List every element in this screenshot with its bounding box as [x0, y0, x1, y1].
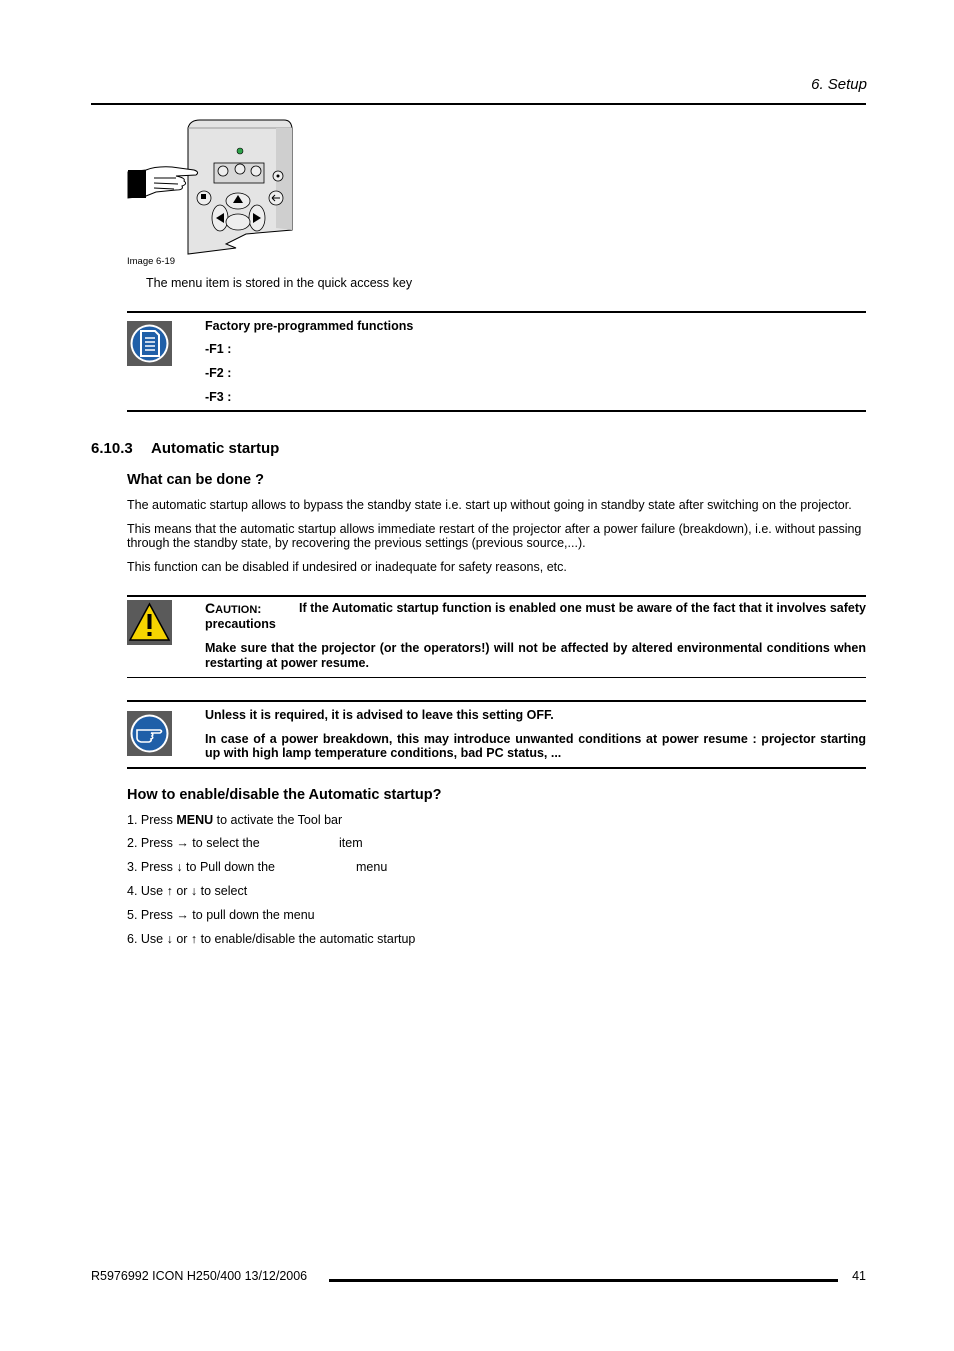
- tip-line-3: up with high lamp temperature conditions, bad PC status, ...: [205, 746, 562, 760]
- caution-line-1-text: If the Automatic startup function is enabled one must be aware of the fact that it involves safety: [299, 601, 866, 615]
- page-number: 41: [852, 1269, 866, 1283]
- figure-caption: Image 6-19: [127, 256, 176, 267]
- warning-icon: [127, 600, 172, 645]
- factory-title: Factory pre-programmed functions: [205, 319, 414, 333]
- section-number: 6.10.3: [91, 440, 133, 457]
- caution-line-1: [205, 601, 866, 618]
- step-3: 3. Press ↓ to Pull down the: [127, 860, 275, 874]
- step-6: 6. Use ↓ or ↑ to enable/disable the automatic startup: [127, 932, 416, 946]
- pointing-hand-icon: [127, 711, 172, 756]
- step-2: 2. Press → to select the: [127, 836, 260, 850]
- tip-rule-top: [127, 700, 866, 702]
- para-3: This function can be disabled if undesired or inadequate for safety reasons, etc.: [127, 560, 567, 574]
- para-2-line-1: This means that the automatic startup allows immediate restart of the projector after a power failure (breakdown), i.e. without passing: [127, 522, 862, 536]
- caution-label-rest: AUTION: [215, 604, 258, 616]
- para-2-line-2: through the standby state, by recovering the previous settings (previous source,...).: [127, 536, 586, 550]
- note-rule-bottom: [127, 410, 866, 412]
- step-3-menu: menu: [356, 860, 388, 874]
- tip-line-1: Unless it is required, it is advised to leave this setting OFF.: [205, 708, 554, 722]
- header-rule: [91, 103, 866, 105]
- tip-line-2: In case of a power breakdown, this may introduce unwanted conditions at power resume : projector starting: [205, 732, 866, 746]
- caution-rule-top: [127, 595, 866, 597]
- tip-rule-bottom: [127, 767, 866, 769]
- step-2-item: item: [339, 836, 363, 850]
- step-1: [127, 813, 342, 828]
- step-1-press: 1. Press: [127, 813, 177, 827]
- keypad-illustration: [126, 118, 296, 258]
- footer-rule: [329, 1279, 838, 1282]
- what-heading: What can be done ?: [127, 472, 264, 488]
- para-1: The automatic startup allows to bypass the standby state i.e. start up without going in standby state after switching on the projector.: [127, 498, 852, 512]
- step-4: 4. Use ↑ or ↓ to select: [127, 884, 248, 898]
- footer-doc-ref: R5976992 ICON H250/400 13/12/2006: [91, 1269, 308, 1283]
- howto-heading: How to enable/disable the Automatic startup?: [127, 787, 442, 803]
- factory-f1: -F1 :: [205, 342, 232, 356]
- step-1-rest: to activate the Tool bar: [213, 813, 343, 827]
- stored-text: The menu item is stored in the quick access key: [146, 276, 413, 290]
- step-5: 5. Press → to pull down the menu: [127, 908, 315, 922]
- menu-key: MENU: [176, 813, 214, 827]
- chapter-title: 6. Setup: [811, 76, 867, 93]
- factory-f2: -F2 :: [205, 366, 232, 380]
- section-title: Automatic startup: [151, 440, 280, 457]
- caution-line-2: precautions: [205, 617, 276, 631]
- note-icon: [127, 321, 172, 366]
- caution-label-first: C: [205, 600, 216, 616]
- caution-label-colon: :: [257, 602, 262, 616]
- caution-para-2-line-1: Make sure that the projector (or the operators!) will not be affected by altered environmental conditions when: [205, 641, 866, 655]
- factory-f3: -F3 :: [205, 390, 232, 404]
- caution-para-2-line-2: restarting at power resume.: [205, 656, 369, 670]
- caution-rule-bottom: [127, 677, 866, 678]
- note-rule-top: [127, 311, 866, 313]
